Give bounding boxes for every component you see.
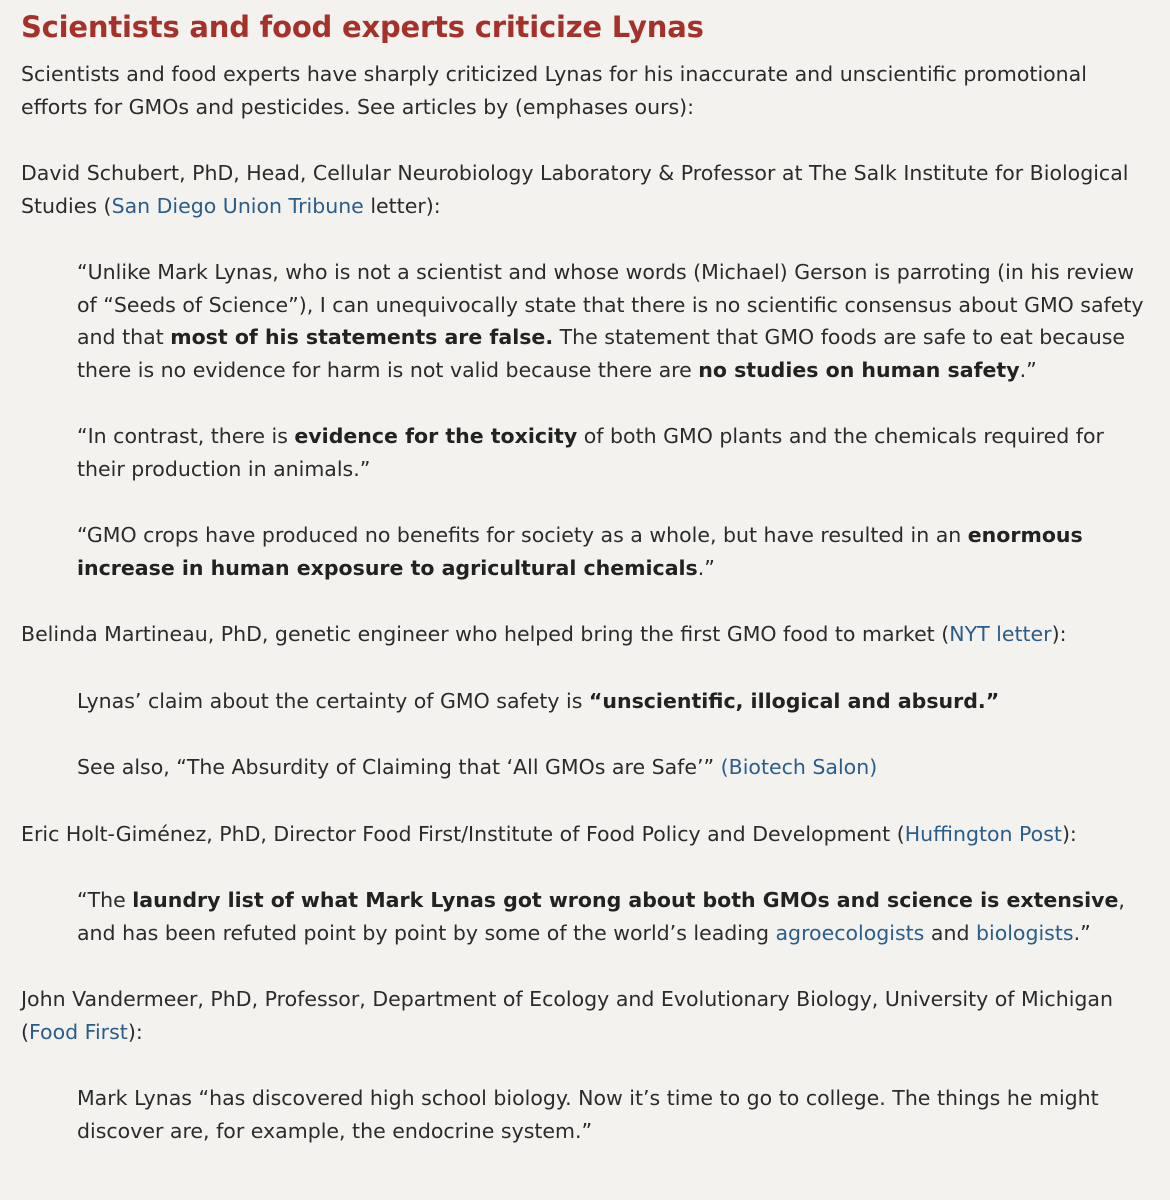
quote-emphasis: evidence for the toxicity: [294, 424, 578, 448]
quote-text: “GMO crops have produced no benefits for society as a whole, but have resulted in an: [77, 523, 968, 547]
quote-text: The statement that GMO foods are safe to eat because there is no evidence for harm is not valid because there are: [77, 325, 1126, 382]
link-biotech-salon[interactable]: (Biotech Salon): [720, 755, 878, 779]
link-san-diego-union-tribune[interactable]: San Diego Union Tribune: [111, 193, 364, 218]
attribution-vandermeer: [21, 983, 1150, 1048]
attribution-holt-gimenez: [21, 818, 1150, 851]
see-also-biotech-salon: [77, 751, 1150, 784]
quote-schubert-1: [77, 256, 1150, 386]
quote-emphasis: “unscientific, illogical and absurd.”: [588, 688, 1000, 713]
quote-text: “The: [77, 888, 133, 912]
quote-text: and: [924, 920, 976, 945]
quote-text: “Unlike Mark Lynas, who is not a scientist and whose words (Michael) Gerson is parroting (in his review of “Seeds of Science”), I can unequivocally state that there is no scientific consensus about GMO safety and that: [77, 260, 1144, 349]
quote-holt-gimenez-1: [77, 884, 1150, 949]
quote-schubert-2: [77, 420, 1150, 485]
quote-text: .”: [697, 555, 715, 580]
quote-text: Lynas’ claim about the certainty of GMO safety is: [77, 688, 589, 713]
quote-text: See also, “The Absurdity of Claiming that ‘All GMOs are Safe’”: [77, 755, 721, 779]
link-food-first[interactable]: Food First: [29, 1019, 128, 1044]
quote-text: .”: [1019, 357, 1037, 382]
attribution-text: Eric Holt-Giménez, PhD, Director Food First/Institute of Food Policy and Development (: [21, 821, 905, 846]
attribution-end: ):: [1051, 622, 1067, 646]
attribution-text: Belinda Martineau, PhD, genetic engineer who helped bring the first GMO food to market (: [21, 622, 950, 646]
attribution-text: David Schubert, PhD, Head, Cellular Neurobiology Laboratory & Professor at The Salk Institute for Biological Studies (: [21, 161, 1129, 218]
attribution-martineau: [21, 618, 1150, 651]
link-biologists[interactable]: biologists: [975, 920, 1074, 945]
attribution-end: ):: [127, 1019, 143, 1044]
link-huffington-post[interactable]: Huffington Post: [904, 821, 1062, 846]
quote-text: Mark Lynas “has discovered high school biology. Now it’s time to go to college. The things he might discover are, for example, the endocrine system.”: [77, 1086, 1099, 1143]
quote-emphasis: most of his statements are false.: [170, 325, 554, 349]
attribution-schubert: [21, 157, 1150, 222]
quote-text: , and has been refuted point by point by some of the world’s leading: [77, 888, 1125, 945]
quote-emphasis: laundry list of what Mark Lynas got wrong about both GMOs and science is extensive: [132, 888, 1119, 912]
attribution-end: ):: [1061, 821, 1077, 846]
section-heading: Scientists and food experts criticize Lynas: [21, 10, 704, 44]
link-nyt-letter[interactable]: NYT letter: [949, 622, 1052, 646]
intro-paragraph: Scientists and food experts have sharply criticized Lynas for his inaccurate and unscientific promotional efforts for GMOs and pesticides. See articles by (emphases ours):: [21, 62, 1087, 119]
quote-text: of both GMO plants and the chemicals required for their production in animals.”: [77, 424, 1104, 481]
link-agroecologists[interactable]: agroecologists: [775, 920, 925, 945]
quote-emphasis: no studies on human safety: [698, 357, 1020, 382]
quote-text: “In contrast, there is: [77, 424, 295, 448]
attribution-text: John Vandermeer, PhD, Professor, Department of Ecology and Evolutionary Biology, University of Michigan (: [21, 987, 1113, 1044]
quote-emphasis: enormous increase in human exposure to agricultural chemicals: [77, 523, 1083, 580]
quote-martineau-1: [77, 685, 1150, 718]
quote-vandermeer-1: [77, 1082, 1150, 1147]
quote-text: .”: [1073, 920, 1091, 945]
attribution-end: letter):: [363, 193, 441, 218]
quote-schubert-3: [77, 519, 1150, 584]
